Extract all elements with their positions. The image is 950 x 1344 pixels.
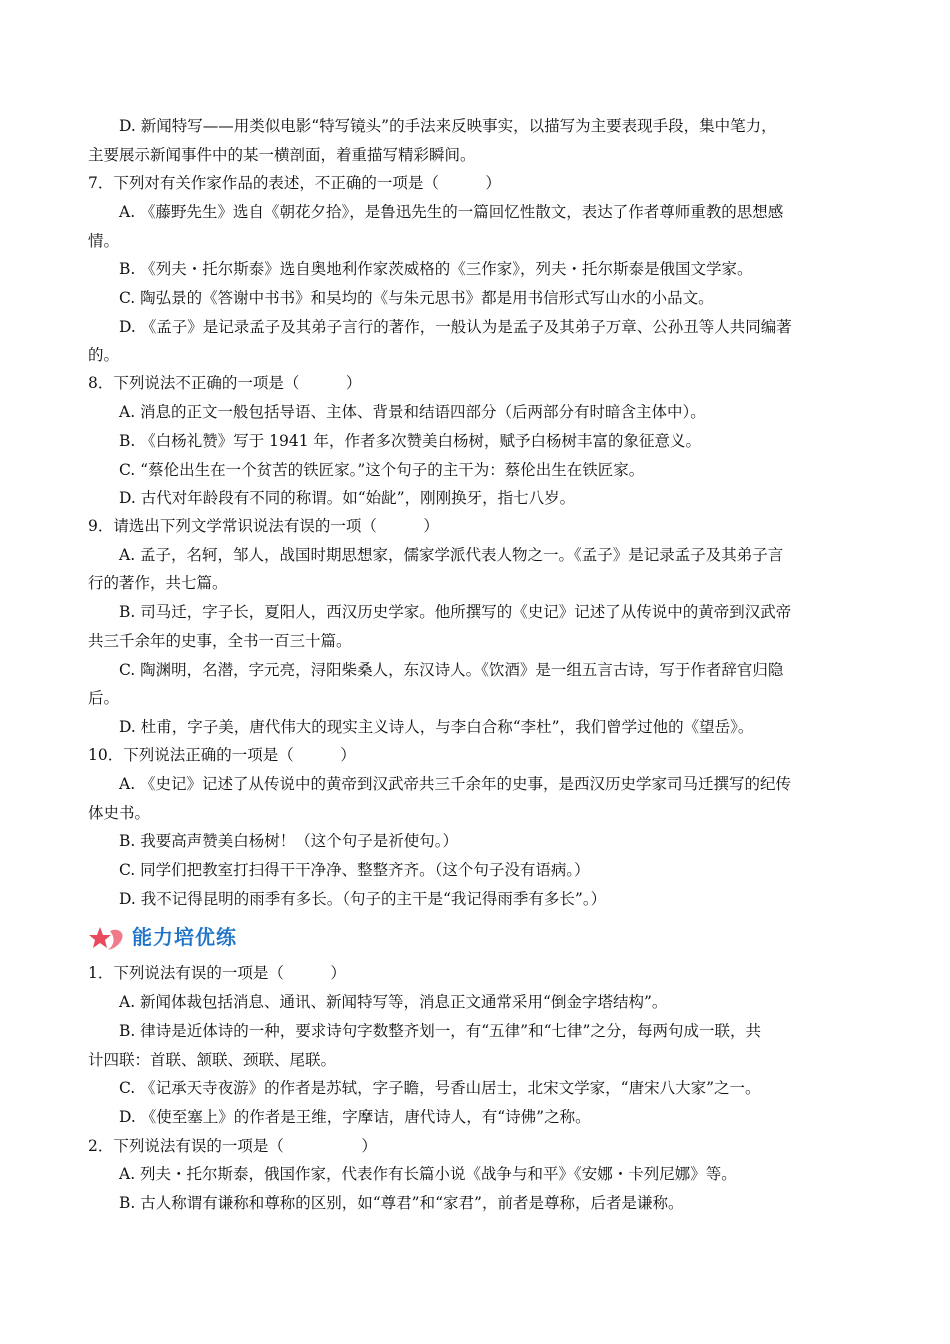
option-line: A. 新闻体裁包括消息、通讯、新闻特写等，消息正文通常采用“倒金字塔结构”。 <box>119 993 668 1011</box>
option-line: C. 《记承天寺夜游》的作者是苏轼，字子瞻，号香山居士，北宋文学家，“唐宋八大家”之一。 <box>119 1079 761 1097</box>
option-line: B. 《列夫・托尔斯泰》选自奥地利作家茨威格的《三作家》，列夫・托尔斯泰是俄国文学家。 <box>119 260 753 278</box>
section-heading <box>88 922 288 954</box>
option-line: A. 消息的正文一般包括导语、主体、背景和结语四部分（后两部分有时暗含主体中）。 <box>119 403 706 421</box>
option-line: B. 律诗是近体诗的一种，要求诗句字数整齐划一，有“五律”和“七律”之分，每两句成一联，共 <box>119 1022 761 1040</box>
text-line: 的。 <box>88 346 120 364</box>
question-stem: 2．下列说法有误的一项是（ ） <box>88 1137 377 1155</box>
question-stem: 10．下列说法正确的一项是（ ） <box>88 746 356 764</box>
option-line: D. 古代对年龄段有不同的称谓。如“始龀”，刚刚换牙，指七八岁。 <box>119 489 576 507</box>
option-line: C. 同学们把教室打扫得干干净净、整整齐齐。（这个句子没有语病。） <box>119 861 590 879</box>
text-line: 计四联：首联、颔联、颈联、尾联。 <box>88 1051 337 1069</box>
option-line: D. 《使至塞上》的作者是王维，字摩诘，唐代诗人，有“诗佛”之称。 <box>119 1108 591 1126</box>
text-line: 行的著作，共七篇。 <box>88 574 228 592</box>
option-line: A. 列夫・托尔斯泰，俄国作家，代表作有长篇小说《战争与和平》《安娜・卡列尼娜》等。 <box>119 1165 737 1183</box>
question-stem: 1．下列说法有误的一项是（ ） <box>88 964 346 982</box>
text-line: 共三千余年的史事，全书一百三十篇。 <box>88 632 352 650</box>
text-line: 主要展示新闻事件中的某一横剖面，着重描写精彩瞬间。 <box>88 146 476 164</box>
option-line: A. 孟子，名轲，邹人，战国时期思想家，儒家学派代表人物之一。《孟子》是记录孟子及其弟子言 <box>119 546 784 564</box>
option-line: B. 我要高声赞美白杨树！（这个句子是祈使句。） <box>119 832 458 850</box>
text-line: D. 新闻特写——用类似电影“特写镜头”的手法来反映事实，以描写为主要表现手段，集中笔力， <box>119 117 777 135</box>
section-title: 能力培优练 <box>132 925 237 949</box>
option-line: B. 司马迁，字子长，夏阳人，西汉历史学家。他所撰写的《史记》记述了从传说中的黄帝到汉武帝 <box>119 603 792 621</box>
option-line: D. 杜甫，字子美，唐代伟大的现实主义诗人，与李白合称“李杜”，我们曾学过他的《望岳》。 <box>119 718 754 736</box>
question-stem: 9．请选出下列文学常识说法有误的一项（ ） <box>88 517 439 535</box>
option-line: B. 《白杨礼赞》写于 1941 年，作者多次赞美白杨树，赋予白杨树丰富的象征意义。 <box>119 432 702 450</box>
option-line: C. 陶渊明，名潜，字元亮，浔阳柴桑人，东汉诗人。《饮酒》是一组五言古诗，写于作者辞官归隐 <box>119 661 784 679</box>
option-line: B. 古人称谓有谦称和尊称的区别，如“尊君”和“家君”，前者是尊称，后者是谦称。 <box>119 1194 684 1212</box>
option-line: D. 《孟子》是记录孟子及其弟子言行的著作，一般认为是孟子及其弟子万章、公孙丑等人共同编著 <box>119 318 792 336</box>
text-line: 后。 <box>88 689 120 707</box>
option-line: A. 《藤野先生》选自《朝花夕拾》，是鲁迅先生的一篇回忆性散文，表达了作者尊师重教的思想感 <box>119 203 784 221</box>
text-line: 情。 <box>88 232 120 250</box>
option-line: D. 我不记得昆明的雨季有多长。（句子的主干是“我记得雨季有多长”。） <box>119 890 607 908</box>
text-line: 体史书。 <box>88 804 151 822</box>
option-line: A. 《史记》记述了从传说中的黄帝到汉武帝共三千余年的史事，是西汉历史学家司马迁撰写的纪传 <box>119 775 792 793</box>
option-line: C. 陶弘景的《答谢中书书》和吴均的《与朱元思书》都是用书信形式写山水的小品文。 <box>119 289 714 307</box>
question-stem: 8．下列说法不正确的一项是（ ） <box>88 374 362 392</box>
star-badge-icon <box>88 925 128 953</box>
question-stem: 7．下列对有关作家作品的表述，不正确的一项是（ ） <box>88 174 501 192</box>
option-line: C. “蔡伦出生在一个贫苦的铁匠家。”这个句子的主干为：蔡伦出生在铁匠家。 <box>119 461 645 479</box>
